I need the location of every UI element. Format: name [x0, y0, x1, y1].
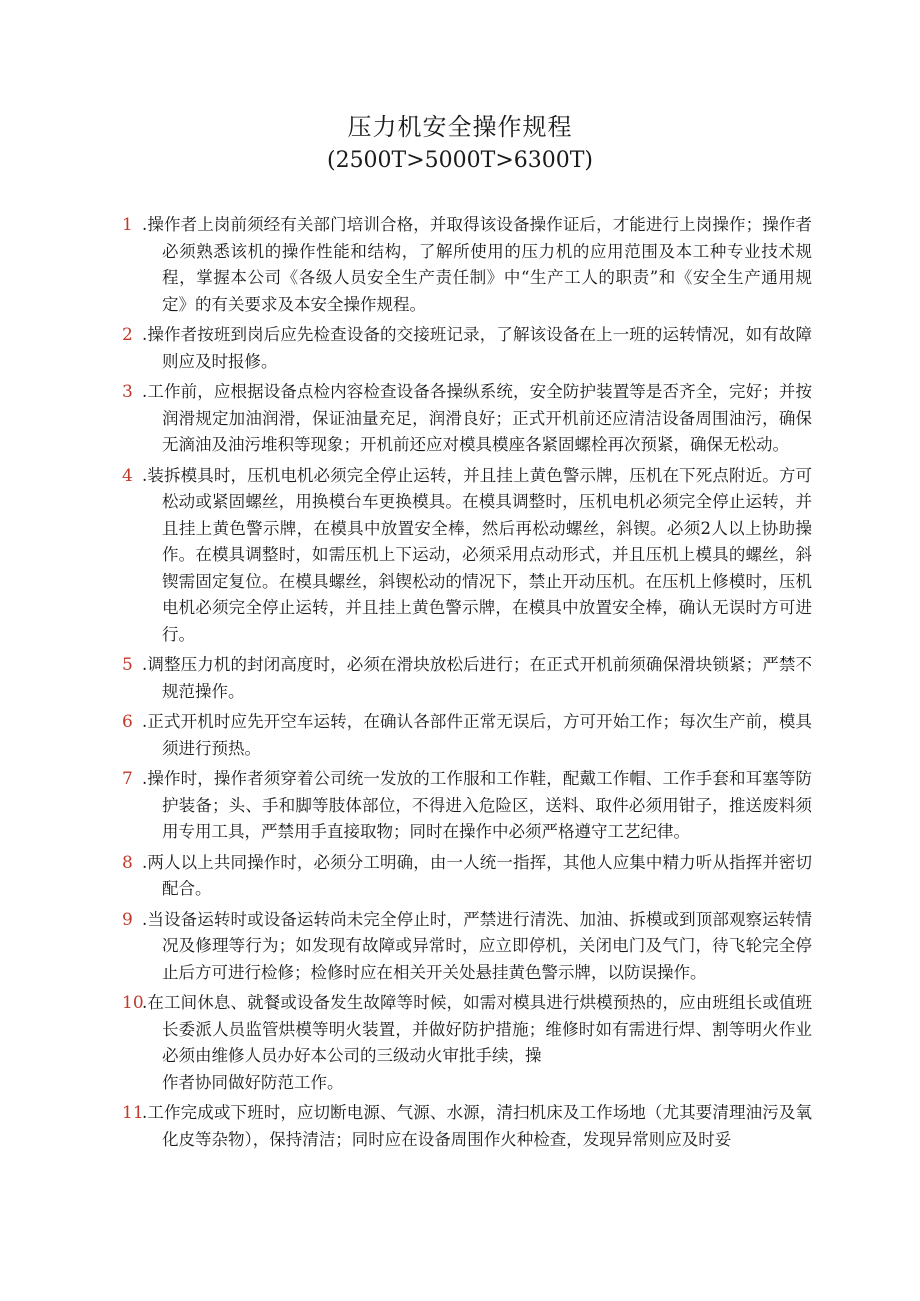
document-title: 压力机安全操作规程 [347, 113, 573, 141]
rule-number: 8 [122, 852, 133, 873]
rule-text: .在工间休息、就餐或设备发生故障等时候，如需对模具进行烘模预热的，应由班组长或值班长委派人员监管烘模等明火装置，并做好防护措施；维修时如有需进行焊、割等明火作业必须由维修人员办好本公司的三级动火审批手续，操 [142, 993, 812, 1065]
rule-item-3 [122, 379, 812, 459]
rule-item-4 [122, 463, 812, 649]
rule-number: 9 [122, 909, 133, 930]
rule-number: 7 [122, 769, 133, 789]
rule-text: .正式开机时应先开空车运转，在确认各部件正常无误后，方可开始工作；每次生产前，模具须进行预热。 [142, 712, 812, 758]
rule-item-9 [122, 907, 812, 987]
rule-number: 5 [122, 655, 133, 675]
rule-item-5 [122, 652, 812, 705]
rule-item-7 [122, 766, 812, 846]
rule-text: .当设备运转时或设备运转尚未完全停止时，严禁进行清洗、加油、拆模或到顶部观察运转情况及修理等行为；如发现有故障或异常时，应立即停机，关闭电门及气门，待飞轮完全停止后方可进行检修；检修时应在相关开关处悬挂黄色警示牌，以防误操作。 [142, 909, 812, 982]
rule-item-2 [122, 322, 812, 375]
document-subtitle: (2500T>5000T>6300T) [326, 148, 594, 173]
rule-item-1 [122, 212, 812, 318]
rule-text: .装拆模具时，压机电机必须完全停止运转，并且挂上黄色警示牌，压机在下死点附近。方可松动或紧固螺丝，用换模台车更换模具。在模具调整时，压机电机必须完全停止运转，并且挂上黄色警示牌，在模具中放置安全棒，然后再松动螺丝，斜锲。必须2人以上协助操作。在模具调整时，如需压机上下运动，必须采用点动形式，并且压机上模具的螺丝，斜锲需固定复位。在模具螺丝，斜锲松动的情况下，禁止开动压机。在压机上修模时，压机电机必须完全停止运转，并且挂上黄色警示牌，在模具中放置安全棒，确认无误时方可进行。 [142, 465, 812, 644]
rule-item-6 [122, 709, 812, 762]
rule-number: 4 [122, 465, 133, 486]
rules-list [122, 212, 812, 1157]
rule-text: .两人以上共同操作时，必须分工明确，由一人统一指挥，其他人应集中精力听从指挥并密切配合。 [142, 852, 812, 898]
rule-number: 1 [122, 215, 133, 235]
rule-text: .工作完成或下班时，应切断电源、气源、水源，清扫机床及工作场地（尤其要清理油污及氧化皮等杂物），保持清洁；同时应在设备周围作火种检查，发现异常则应及时妥 [142, 1103, 812, 1149]
rule-number: 10 [122, 993, 144, 1013]
rule-text-continuation: 作者协同做好防范工作。 [162, 1072, 344, 1092]
rule-number: 11 [122, 1103, 144, 1123]
rule-item-11 [122, 1100, 812, 1153]
rule-text: .操作者按班到岗后应先检查设备的交接班记录，了解该设备在上一班的运转情况，如有故障则应及时报修。 [142, 325, 812, 371]
rule-number: 6 [122, 712, 133, 732]
rule-text: .操作时，操作者须穿着公司统一发放的工作服和工作鞋，配戴工作帽、工作手套和耳塞等防护装备；头、手和脚等肢体部位，不得进入危险区，送料、取件必须用钳子，推送废料须用专用工具，严禁用手直接取物；同时在操作中必须严格遵守工艺纪律。 [142, 769, 812, 841]
rule-item-8 [122, 850, 812, 903]
rule-text: .操作者上岗前须经有关部门培训合格，并取得该设备操作证后，才能进行上岗操作；操作者必须熟悉该机的操作性能和结构，了解所使用的压力机的应用范围及本工种专业技术规程，掌握本公司《各级人员安全生产责任制》中“生产工人的职责”和《安全生产通用规定》的有关要求及本安全操作规程。 [142, 215, 812, 314]
rule-text: .调整压力机的封闭高度时，必须在滑块放松后进行；在正式开机前须确保滑块锁紧；严禁不规范操作。 [142, 655, 812, 701]
rule-number: 3 [122, 382, 133, 402]
rule-item-10 [122, 990, 812, 1096]
rule-text: .工作前，应根据设备点检内容检查设备各操纵系统，安全防护装置等是否齐全，完好；并按润滑规定加油润滑，保证油量充足，润滑良好；正式开机前还应清洁设备周围油污，确保无滴油及油污堆积等现象；开机前还应对模具模座各紧固螺栓再次预紧，确保无松动。 [142, 382, 812, 454]
rule-number: 2 [122, 325, 133, 345]
